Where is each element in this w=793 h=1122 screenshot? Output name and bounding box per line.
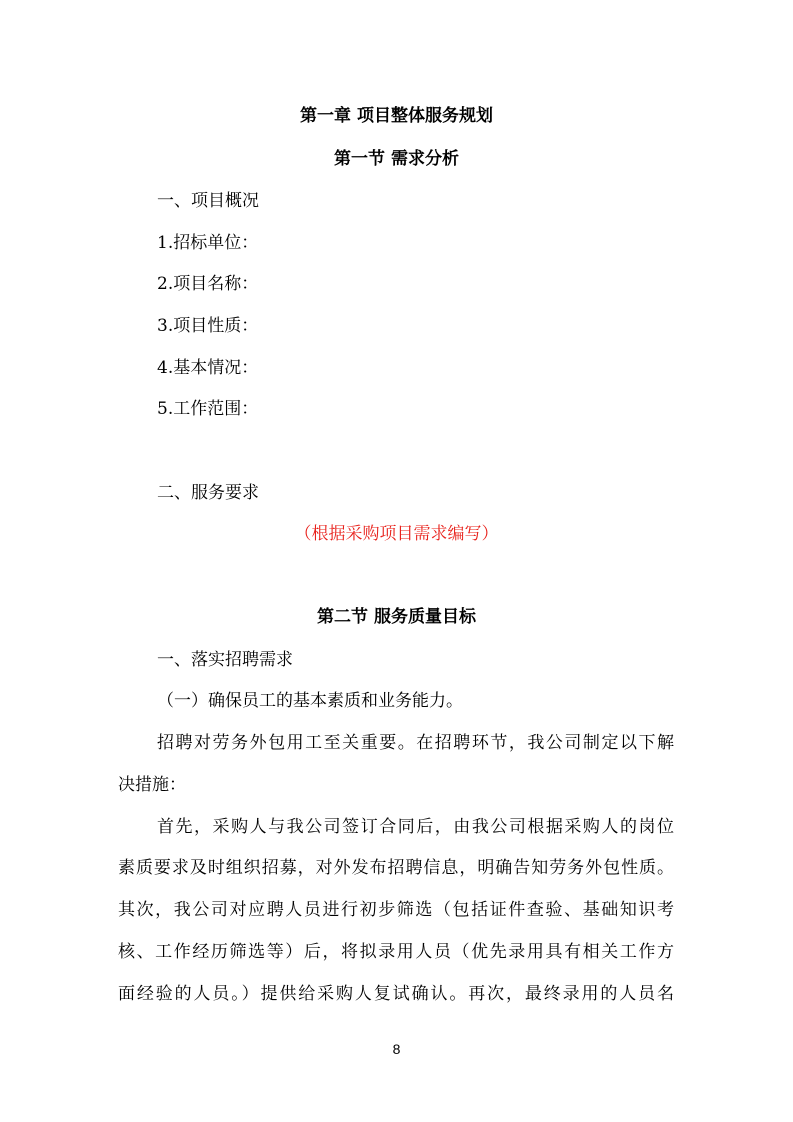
paragraph-line: 决措施： [118, 775, 186, 795]
section-title-needs-analysis: 第一节 需求分析 [334, 149, 459, 169]
paragraph-line: 素质要求及时组织招募，对外发布招聘信息，明确告知劳务外包性质。 [118, 858, 674, 878]
requirements-heading: 二、服务要求 [157, 483, 259, 503]
page-number: 8 [392, 1041, 401, 1057]
paragraph-line: 招聘对劳务外包用工至关重要。在招聘环节，我公司制定以下解 [157, 733, 674, 753]
overview-item-project-name: 2.项目名称： [157, 274, 259, 294]
paragraph-line: 其次，我公司对应聘人员进行初步筛选（包括证件查验、基础知识考 [118, 900, 674, 920]
quality-point: （一）确保员工的基本素质和业务能力。 [157, 691, 463, 711]
overview-item-project-nature: 3.项目性质： [157, 316, 259, 336]
paragraph-line: 首先，采购人与我公司签订合同后，由我公司根据采购人的岗位 [157, 817, 674, 837]
paragraph-line: 核、工作经历筛选等）后，将拟录用人员（优先录用具有相关工作方 [118, 942, 674, 962]
quality-subheading: 一、落实招聘需求 [157, 650, 293, 670]
chapter-title: 第一章 项目整体服务规划 [300, 106, 493, 126]
paragraph-line: 面经验的人员。）提供给采购人复试确认。再次，最终录用的人员名 [118, 984, 674, 1004]
overview-item-work-scope: 5.工作范围： [157, 399, 259, 419]
section-title-quality-goals: 第二节 服务质量目标 [317, 607, 476, 627]
overview-item-basic-info: 4.基本情况： [157, 358, 259, 378]
overview-item-bidder: 1.招标单位： [157, 233, 259, 253]
requirements-note: （根据采购项目需求编写） [294, 524, 499, 544]
overview-heading: 一、项目概况 [157, 191, 259, 211]
